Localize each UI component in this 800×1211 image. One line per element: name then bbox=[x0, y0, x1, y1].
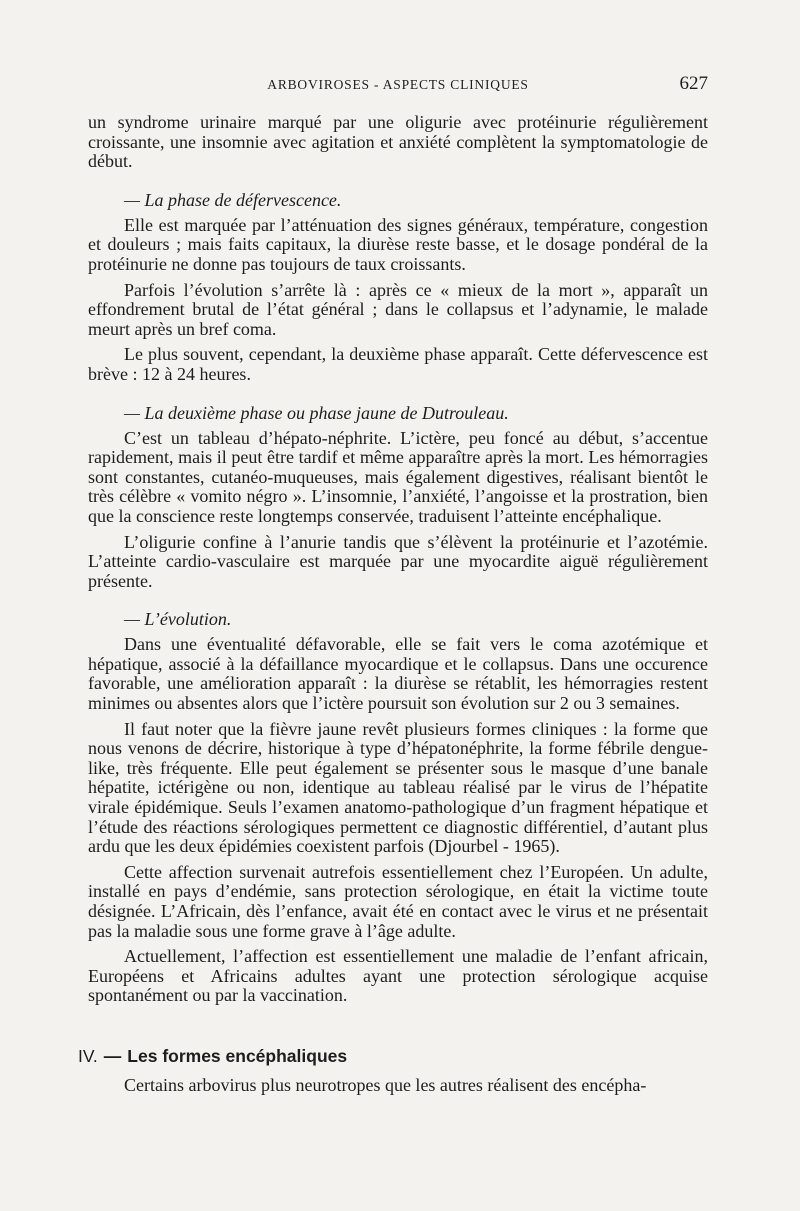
paragraph: Certains arbovirus plus neurotropes que les autres réalisent des encépha- bbox=[124, 1074, 647, 1095]
body-text bbox=[78, 112, 708, 1102]
running-head: ARBOVIROSES - ASPECTS CLINIQUES bbox=[267, 77, 529, 92]
paragraph: Actuellement, l’affection est essentiellement une maladie de l’enfant africain, Européens et Africains adultes ayant une protection sérologique acquise spontanément ou par la vaccination. bbox=[88, 946, 708, 1006]
subheading-evolution: — L’évolution. bbox=[124, 609, 232, 630]
paragraph: Elle est marquée par l’atténuation des signes généraux, température, congestion et douleurs ; mais faits capitaux, la diurèse reste basse, et le dosage pondéral de la protéinurie ne donne pas toujours de taux croissants. bbox=[88, 214, 708, 274]
section-dash: — bbox=[103, 1045, 122, 1066]
subheading-defervescence: — La phase de défervescence. bbox=[124, 189, 342, 210]
page-header bbox=[88, 73, 708, 101]
paragraph: Dans une éventualité défavorable, elle se fait vers le coma azotémique et hépatique, associé à la défaillance myocardique et le collapsus. Dans une occurence favorable, une amélioration apparaît : la diurèse se rétablit, les hémorragies restent minimes ou absentes alors que l’ictère poursuit son évolution sur 2 ou 3 semaines. bbox=[88, 634, 708, 714]
paragraph: L’oligurie confine à l’anurie tandis que s’élèvent la protéinurie et l’azotémie. L’atteinte cardio-vasculaire est marquée par une myocardite aiguë régulièrement présente. bbox=[88, 531, 708, 591]
paragraph: Le plus souvent, cependant, la deuxième phase apparaît. Cette défervescence est brève : 12 à 24 heures. bbox=[88, 344, 708, 384]
paragraph: Parfois l’évolution s’arrête là : après ce « mieux de la mort », apparaît un effondrement brutal de l’état général ; dans le collapsus et l’adynamie, le malade meurt après un bref coma. bbox=[88, 279, 708, 339]
section-title: Les formes encéphaliques bbox=[127, 1045, 348, 1066]
paragraph: C’est un tableau d’hépato-néphrite. L’ictère, peu foncé au début, s’accentue rapidement, mais il peut être tardif et même apparaître après la mort. Les hémorragies sont constantes, cutanéo-muqueuses, mais également digestives, réalisant bientôt le très célèbre « vomito négro ». L’insomnie, l’anxiété, l’angoisse et la prostration, bien que la conscience reste longtemps conservée, traduisent l’atteinte encéphalique. bbox=[88, 427, 708, 526]
page-number: 627 bbox=[679, 73, 708, 94]
section-number: IV. bbox=[78, 1045, 98, 1066]
section-heading bbox=[78, 1046, 708, 1066]
paragraph: Il faut noter que la fièvre jaune revêt plusieurs formes cliniques : la forme que nous venons de décrire, historique à type d’hépatonéphrite, la forme fébrile dengue-like, très fréquente. Elle peut également se présenter sous le masque d’une banale hépatite, ictérigène ou non, identique au tableau réalisé par le virus de l’hépatite virale épidémique. Seuls l’examen anatomo-pathologique d’un fragment hépatique et l’étude des réactions sérologiques permettent ce diagnostic différentiel, d’autant plus ardu que les deux épidémies coexistent parfois (Djourbel - 1965). bbox=[88, 718, 708, 857]
subheading-deuxieme-phase: — La deuxième phase ou phase jaune de Dutrouleau. bbox=[124, 402, 509, 423]
paragraph: Cette affection survenait autrefois essentiellement chez l’Européen. Un adulte, installé en pays d’endémie, sans protection sérologique, en était la victime toute désignée. L’Africain, dès l’enfance, avait été en contact avec le virus et ne présentait pas la maladie sous une forme grave à l’âge adulte. bbox=[88, 861, 708, 941]
paragraph: un syndrome urinaire marqué par une oligurie avec protéinurie régulièrement croissante, une insomnie avec agitation et anxiété complètent la symptomatologie de début. bbox=[88, 112, 708, 172]
